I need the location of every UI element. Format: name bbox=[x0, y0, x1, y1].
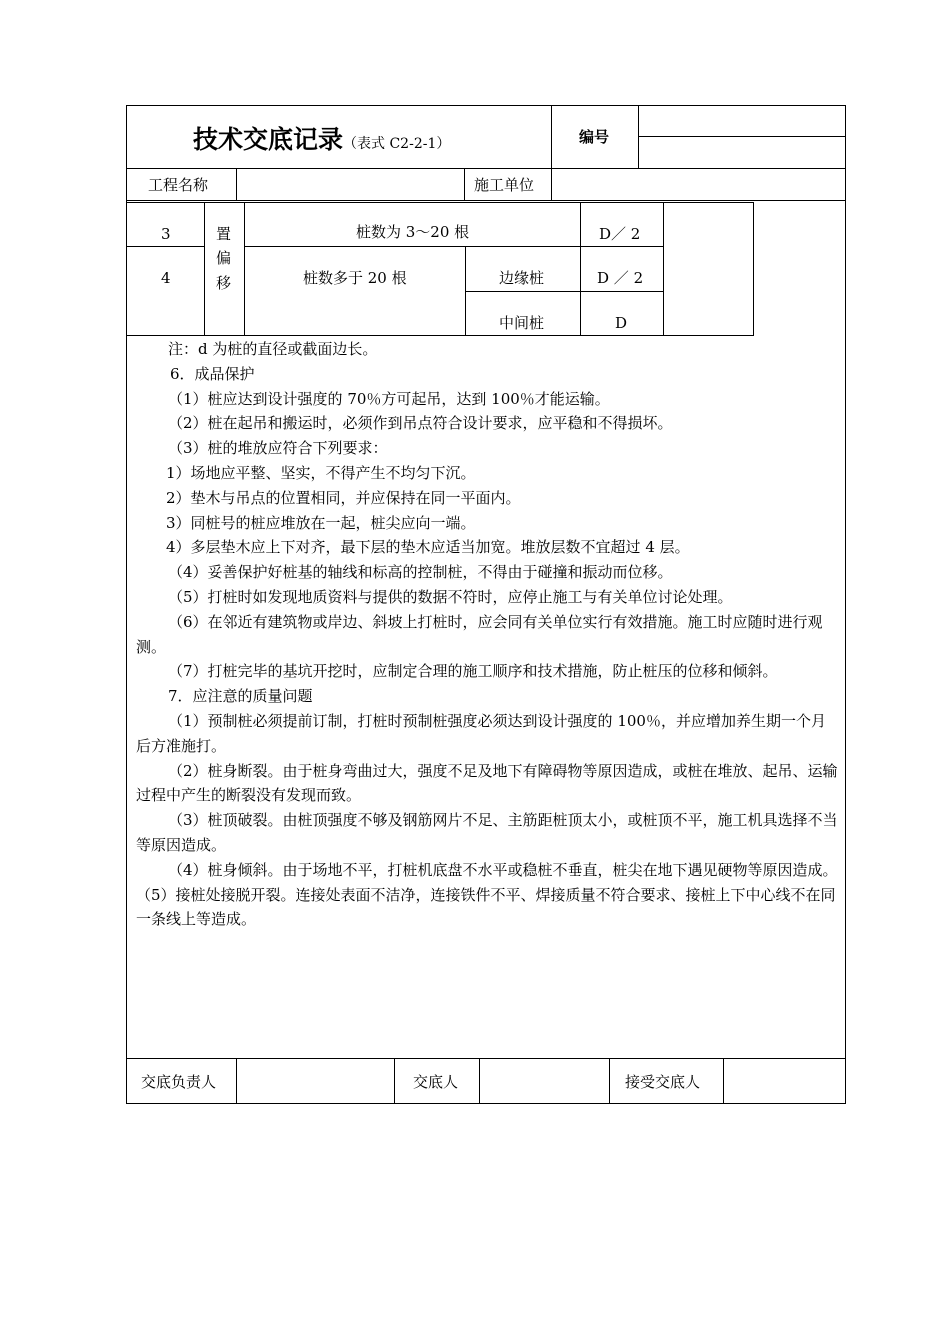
note: 注：d 为桩的直径或截面边长。 bbox=[168, 340, 378, 358]
row-4-sub2: 中间桩 bbox=[499, 314, 545, 332]
row-3-desc: 桩数为 3～20 根 bbox=[356, 223, 470, 241]
body-paragraph: （4）妥善保护好桩基的轴线和标高的控制桩，不得由于碰撞和振动而位移。 bbox=[168, 563, 673, 582]
dev-h2 bbox=[465, 291, 664, 292]
number-split bbox=[638, 136, 846, 137]
category-char-3: 移 bbox=[216, 274, 232, 292]
frame-bottom bbox=[126, 1103, 846, 1104]
body-paragraph: （5）接桩处接脱开裂。连接处表面不洁净，连接铁件不平、焊接质量不符合要求、接桩上下中心线不在同一条线上等造成。 bbox=[136, 885, 836, 929]
footer-top bbox=[126, 1058, 846, 1059]
frame-right bbox=[845, 105, 846, 1104]
number-field-1[interactable] bbox=[640, 107, 844, 135]
project-name-label: 工程名称 bbox=[148, 176, 209, 194]
row-4-value1: D ／ 2 bbox=[597, 269, 644, 287]
footer-v2 bbox=[394, 1058, 395, 1104]
dev-h1-left bbox=[126, 246, 204, 247]
body-paragraph: 4）多层垫木应上下对齐，最下层的垫木应适当加宽。堆放层数不宜超过 4 层。 bbox=[166, 538, 690, 557]
body-paragraph: 1）场地应平整、坚实，不得产生不均匀下沉。 bbox=[166, 463, 476, 482]
number-label: 编号 bbox=[579, 128, 610, 146]
row-4-sub1: 边缘桩 bbox=[499, 269, 545, 287]
project-divider-v1 bbox=[236, 168, 237, 201]
footer-v1 bbox=[236, 1058, 237, 1104]
contractor-label: 施工单位 bbox=[474, 176, 535, 194]
body-paragraph: （2）桩身断裂。由于桩身弯曲过大，强度不足及地下有障碍物等原因造成，或桩在堆放、起吊、运输过程中产生的断裂没有发现而致。 bbox=[136, 761, 838, 805]
contractor-field[interactable] bbox=[553, 170, 844, 199]
presenter-field[interactable] bbox=[481, 1060, 608, 1102]
project-divider-v3 bbox=[551, 168, 552, 201]
body-paragraph: （4）桩身倾斜。由于场地不平，打桩机底盘不水平或稳桩不垂直，桩尖在地下遇见硬物等原因造成。 bbox=[168, 860, 838, 879]
row-4-desc: 桩数多于 20 根 bbox=[303, 269, 407, 287]
body-paragraph: 3）同桩号的桩应堆放在一起，桩尖应向一端。 bbox=[166, 513, 476, 532]
row-4-number: 4 bbox=[161, 269, 171, 287]
project-divider-v2 bbox=[464, 168, 465, 201]
body-paragraph: （2）桩在起吊和搬运时，必须作到吊点符合设计要求，应平稳和不得损坏。 bbox=[168, 414, 673, 433]
section-6-heading: 6．成品保护 bbox=[170, 364, 255, 383]
body-paragraph: （3）桩的堆放应符合下列要求： bbox=[168, 439, 388, 458]
row-3-value: D／ 2 bbox=[599, 225, 641, 243]
frame-left bbox=[126, 105, 127, 1104]
row-4-value2: D bbox=[615, 314, 628, 332]
dev-bottom bbox=[126, 335, 754, 336]
body-content bbox=[136, 337, 838, 932]
page-title: 技术交底记录 bbox=[193, 125, 344, 154]
dev-v4 bbox=[663, 202, 664, 336]
responsible-field[interactable] bbox=[238, 1060, 393, 1102]
form-code: （表式 C2-2-1） bbox=[343, 136, 451, 152]
category-char-2: 偏 bbox=[216, 249, 232, 267]
dev-top bbox=[126, 202, 754, 203]
dev-v2 bbox=[244, 202, 245, 336]
body-paragraph: （7）打桩完毕的基坑开挖时，应制定合理的施工顺序和技术措施，防止桩压的位移和倾斜。 bbox=[168, 662, 778, 681]
project-row-bottom bbox=[126, 200, 846, 201]
footer-v4 bbox=[609, 1058, 610, 1104]
body-paragraph: （3）桩顶破裂。由桩顶强度不够及钢筋网片不足、主筋距桩顶太小，或桩顶不平，施工机具选择不当等原因造成。 bbox=[136, 811, 838, 854]
dev-v5 bbox=[753, 202, 754, 336]
section-7-heading: 7．应注意的质量问题 bbox=[168, 687, 313, 706]
header-divider-v1 bbox=[551, 105, 552, 168]
body-paragraph: （5）打桩时如发现地质资料与提供的数据不符时，应停止施工与有关单位讨论处理。 bbox=[168, 587, 733, 606]
project-name-field[interactable] bbox=[238, 170, 462, 199]
body-paragraph: （6）在邻近有建筑物或岸边、斜坡上打桩时，应会同有关单位实行有效措施。施工时应随时进行观测。 bbox=[136, 612, 823, 656]
presenter-label: 交底人 bbox=[413, 1073, 459, 1091]
responsible-label: 交底负责人 bbox=[141, 1073, 217, 1091]
frame-top bbox=[126, 105, 846, 106]
number-field-2[interactable] bbox=[640, 138, 844, 166]
header-bottom bbox=[126, 168, 846, 169]
body-paragraph: 2）垫木与吊点的位置相同，并应保持在同一平面内。 bbox=[166, 488, 521, 507]
footer-v3 bbox=[479, 1058, 480, 1104]
dev-h1-right bbox=[244, 246, 664, 247]
form-title bbox=[193, 120, 450, 156]
category-char-1: 置 bbox=[216, 225, 232, 243]
receiver-field[interactable] bbox=[725, 1060, 844, 1102]
footer-v5 bbox=[723, 1058, 724, 1104]
body-paragraph: （1）桩应达到设计强度的 70％方可起吊，达到 100％才能运输。 bbox=[168, 389, 610, 408]
receiver-label: 接受交底人 bbox=[625, 1073, 701, 1091]
dev-v3 bbox=[580, 202, 581, 336]
body-paragraph: （1）预制桩必须提前订制，打桩时预制桩强度必须达到设计强度的 100％，并应增加养生期一个月后方准施打。 bbox=[136, 711, 826, 755]
row-3-number: 3 bbox=[161, 225, 171, 243]
dev-v1 bbox=[204, 202, 205, 336]
